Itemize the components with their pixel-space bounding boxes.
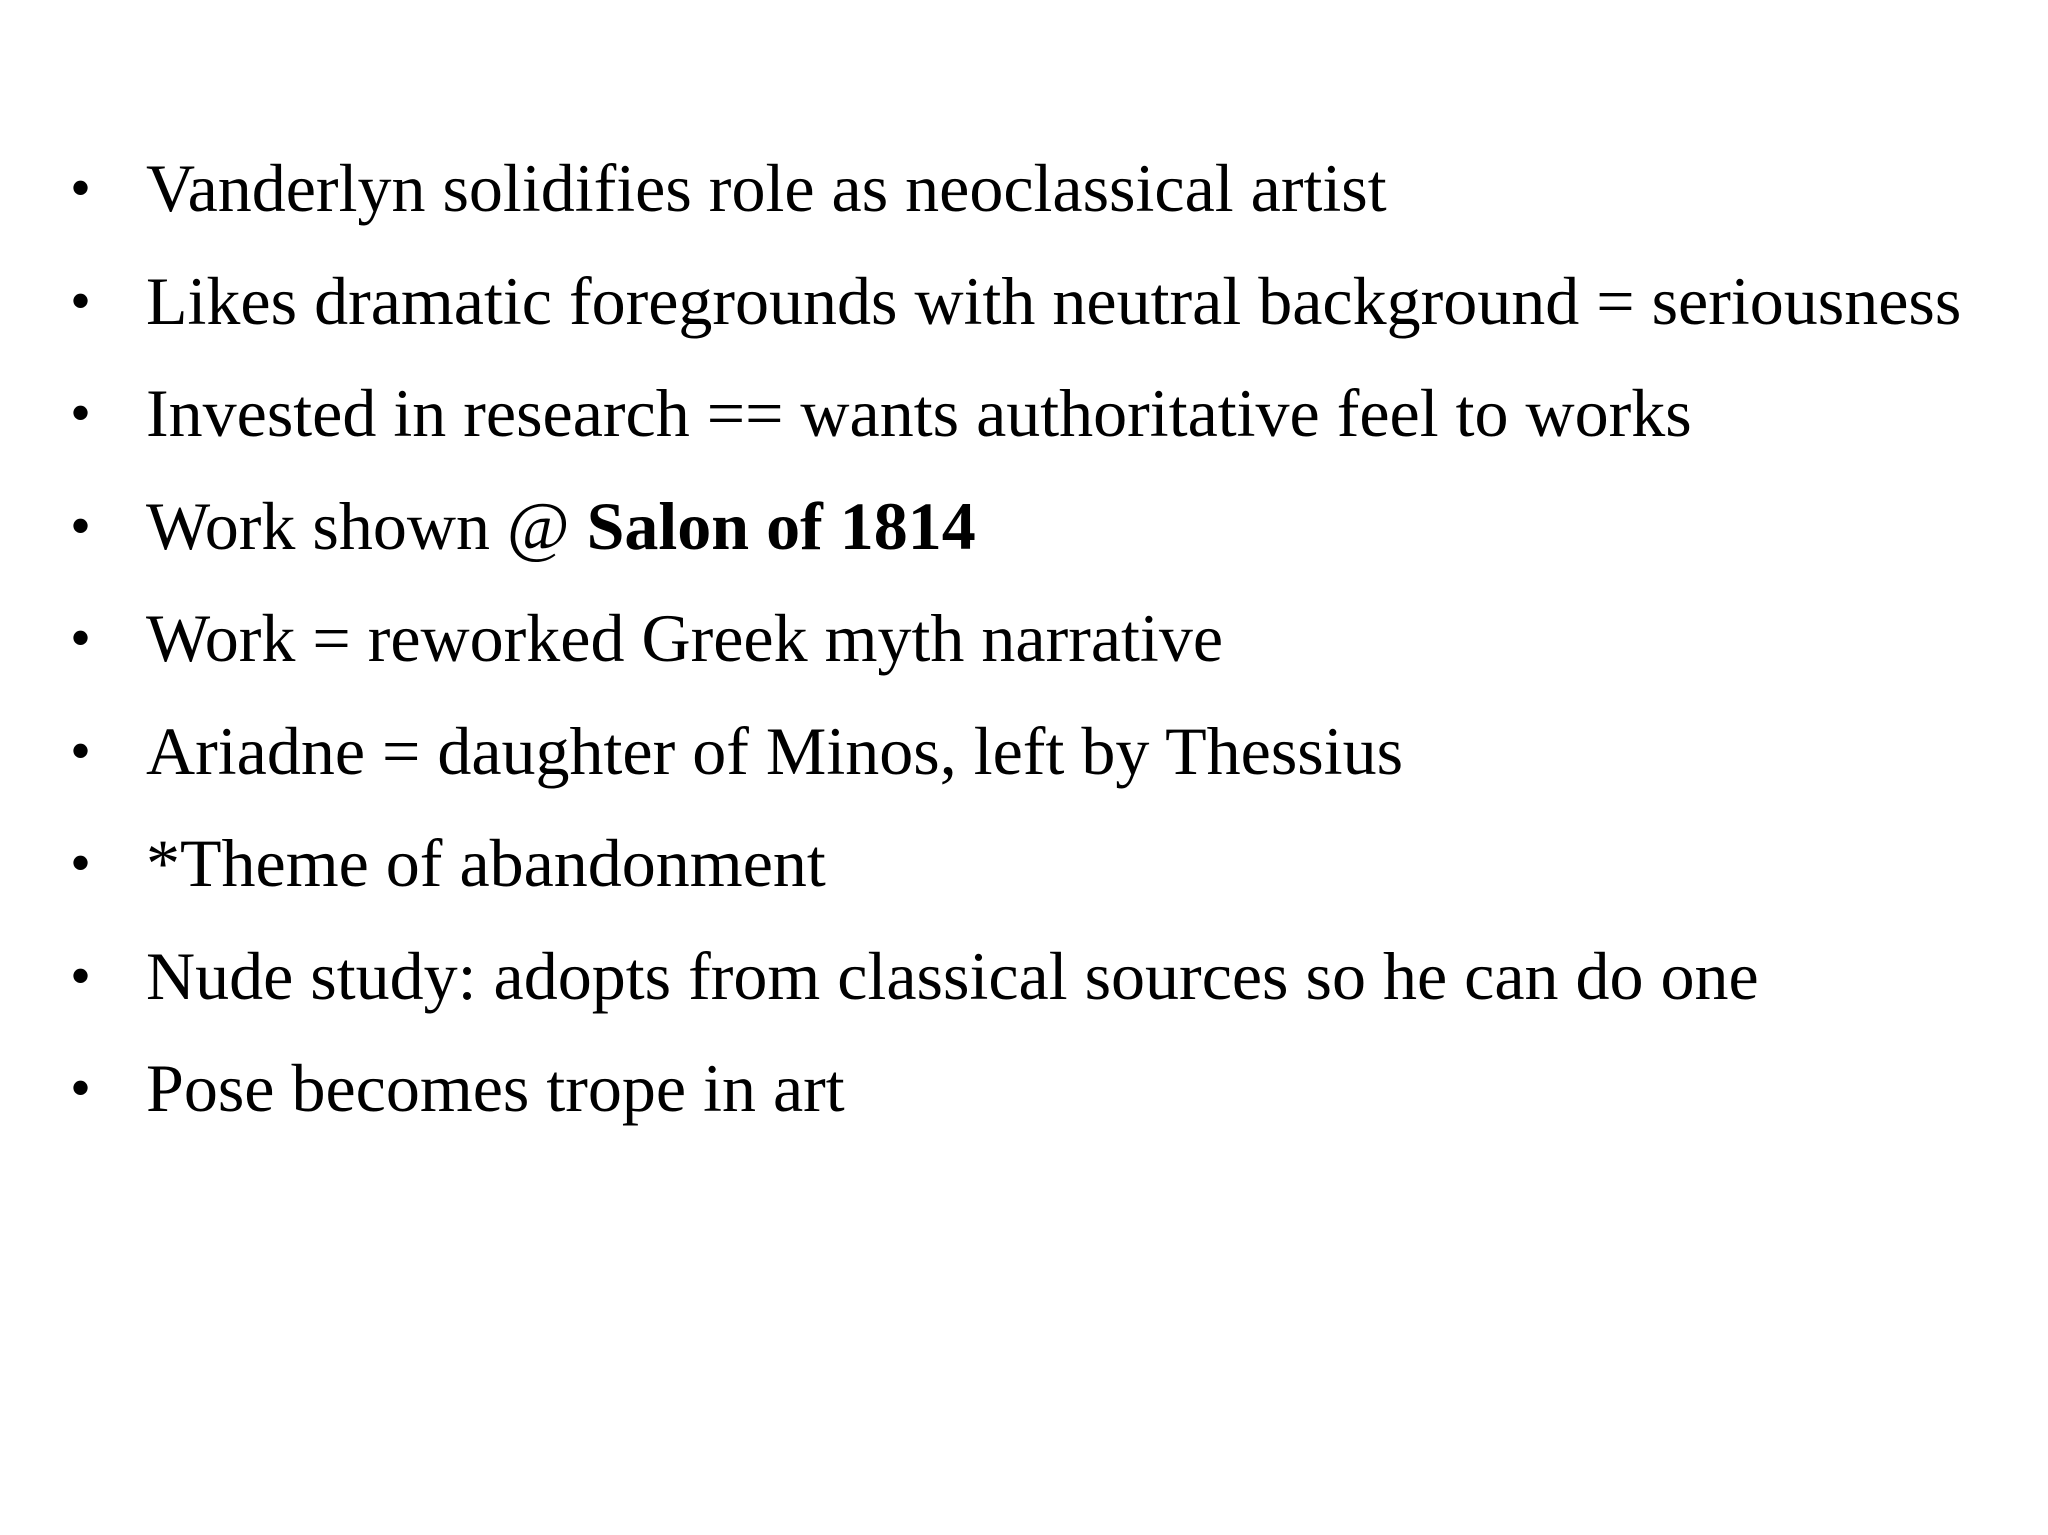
bullet-text: Nude study: adopts from classical sources so he can do one [146, 937, 1759, 1014]
bullet-item [70, 823, 2010, 936]
bullet-bold-text: Salon of 1814 [586, 487, 976, 564]
bullet-icon: • [70, 1055, 92, 1121]
bullet-text: Work shown @ [146, 487, 587, 564]
bullet-text: Vanderlyn solidifies role as neoclassical artist [146, 150, 1387, 226]
bullet-text: Invested in research == wants authoritative feel to works [146, 375, 1692, 451]
bullet-icon: • [70, 267, 92, 334]
bullet-text: Likes dramatic foregrounds with neutral background = seriousness [146, 262, 1962, 339]
bullet-text: Work = reworked Greek myth narrative [146, 600, 1224, 676]
bullet-icon: • [70, 380, 92, 446]
bullet-item [70, 936, 2010, 1049]
bullet-icon: • [70, 942, 92, 1009]
bullet-item [70, 711, 2010, 824]
bullet-item [70, 148, 2010, 261]
bullet-icon: • [70, 717, 92, 784]
bullet-icon: • [70, 155, 92, 221]
bullet-list [70, 148, 2010, 1161]
bullet-item [70, 598, 2010, 711]
bullet-item [70, 486, 2010, 599]
bullet-icon: • [70, 492, 92, 559]
bullet-icon: • [70, 605, 92, 671]
bullet-text: Ariadne = daughter of Minos, left by Thessius [146, 712, 1404, 789]
bullet-item [70, 261, 2010, 374]
bullet-item [70, 373, 2010, 486]
bullet-text: *Theme of abandonment [146, 825, 826, 901]
bullet-item [70, 1048, 2010, 1161]
bullet-icon: • [70, 830, 92, 896]
bullet-text: Pose becomes trope in art [146, 1050, 845, 1126]
